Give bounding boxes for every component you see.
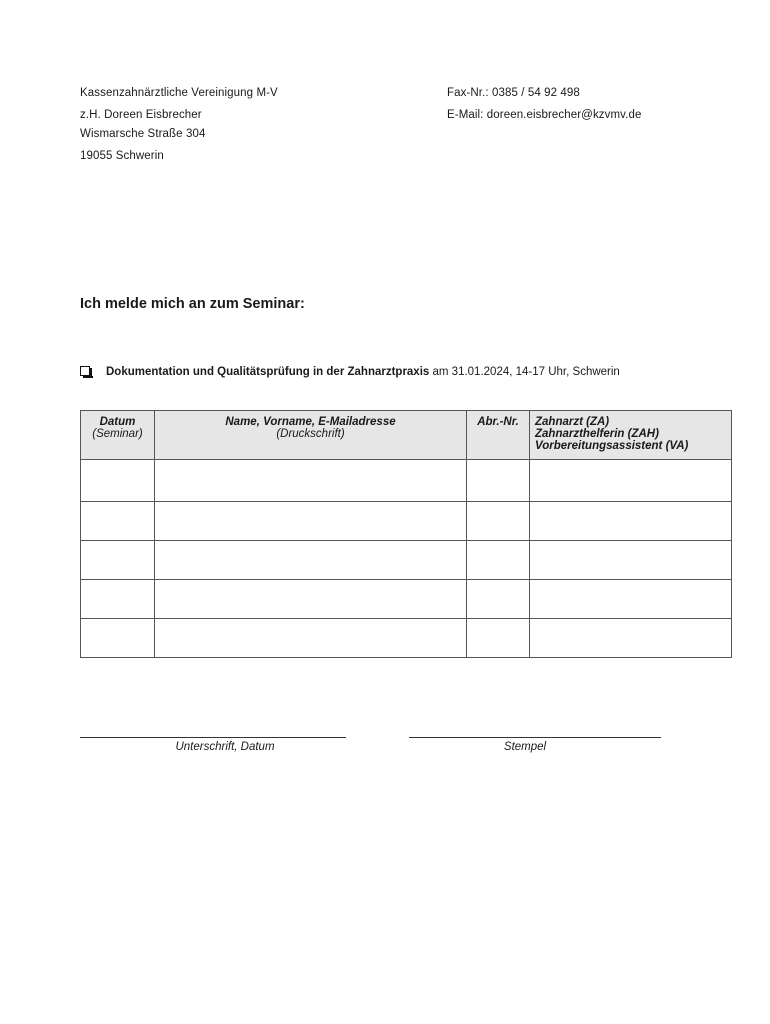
name-cell[interactable] <box>155 460 467 502</box>
datum-cell[interactable] <box>81 541 155 580</box>
header-role-za: Zahnarzt (ZA) <box>535 416 610 428</box>
header-abr-nr <box>467 411 530 460</box>
role-cell[interactable] <box>530 460 732 502</box>
table-row <box>81 460 732 502</box>
header-role-va: Vorbereitungsassistent (VA) <box>535 440 689 452</box>
role-cell[interactable] <box>530 541 732 580</box>
stamp-line[interactable] <box>409 737 661 738</box>
table-row <box>81 502 732 541</box>
datum-cell[interactable] <box>81 619 155 658</box>
datum-cell[interactable] <box>81 502 155 541</box>
name-cell[interactable] <box>155 541 467 580</box>
signature-label: Unterschrift, Datum <box>175 741 275 753</box>
recipient-organization: Kassenzahnärztliche Vereinigung M-V <box>80 87 278 99</box>
table-row <box>81 619 732 658</box>
recipient-city: 19055 Schwerin <box>80 150 164 162</box>
recipient-attention: z.H. Doreen Eisbrecher <box>80 109 202 121</box>
seminar-checkbox[interactable] <box>80 366 90 376</box>
name-cell[interactable] <box>155 580 467 619</box>
stamp-label: Stempel <box>503 741 547 753</box>
table-row <box>81 541 732 580</box>
seminar-title: Dokumentation und Qualitätsprüfung in der Zahnarztpraxis <box>106 366 430 378</box>
abr-nr-cell[interactable] <box>467 541 530 580</box>
datum-cell[interactable] <box>81 580 155 619</box>
role-cell[interactable] <box>530 580 732 619</box>
abr-nr-cell[interactable] <box>467 619 530 658</box>
seminar-details: am 31.01.2024, 14-17 Uhr, Schwerin <box>429 366 620 378</box>
header-name-sub: (Druckschrift) <box>276 428 345 440</box>
datum-cell[interactable] <box>81 460 155 502</box>
abr-nr-cell[interactable] <box>467 460 530 502</box>
name-cell[interactable] <box>155 619 467 658</box>
header-datum-main: Datum <box>99 416 136 428</box>
header-role-zah: Zahnarzthelferin (ZAH) <box>535 428 659 440</box>
fax-number: Fax-Nr.: 0385 / 54 92 498 <box>447 87 580 99</box>
table-row <box>81 580 732 619</box>
table-header-row <box>81 411 732 460</box>
header-role <box>530 411 732 460</box>
name-cell[interactable] <box>155 502 467 541</box>
header-name-main: Name, Vorname, E-Mailadresse <box>225 416 396 428</box>
role-cell[interactable] <box>530 502 732 541</box>
header-datum <box>81 411 155 460</box>
registration-heading: Ich melde mich an zum Seminar: <box>80 296 305 312</box>
header-name <box>155 411 467 460</box>
header-datum-sub: (Seminar) <box>92 428 143 440</box>
header-abr-nr-main: Abr.-Nr. <box>477 416 519 428</box>
signature-line[interactable] <box>80 737 346 738</box>
registration-table <box>80 410 732 658</box>
email-address: E-Mail: doreen.eisbrecher@kzvmv.de <box>447 109 642 121</box>
recipient-street: Wismarsche Straße 304 <box>80 128 206 140</box>
role-cell[interactable] <box>530 619 732 658</box>
abr-nr-cell[interactable] <box>467 580 530 619</box>
abr-nr-cell[interactable] <box>467 502 530 541</box>
seminar-option <box>80 366 620 378</box>
